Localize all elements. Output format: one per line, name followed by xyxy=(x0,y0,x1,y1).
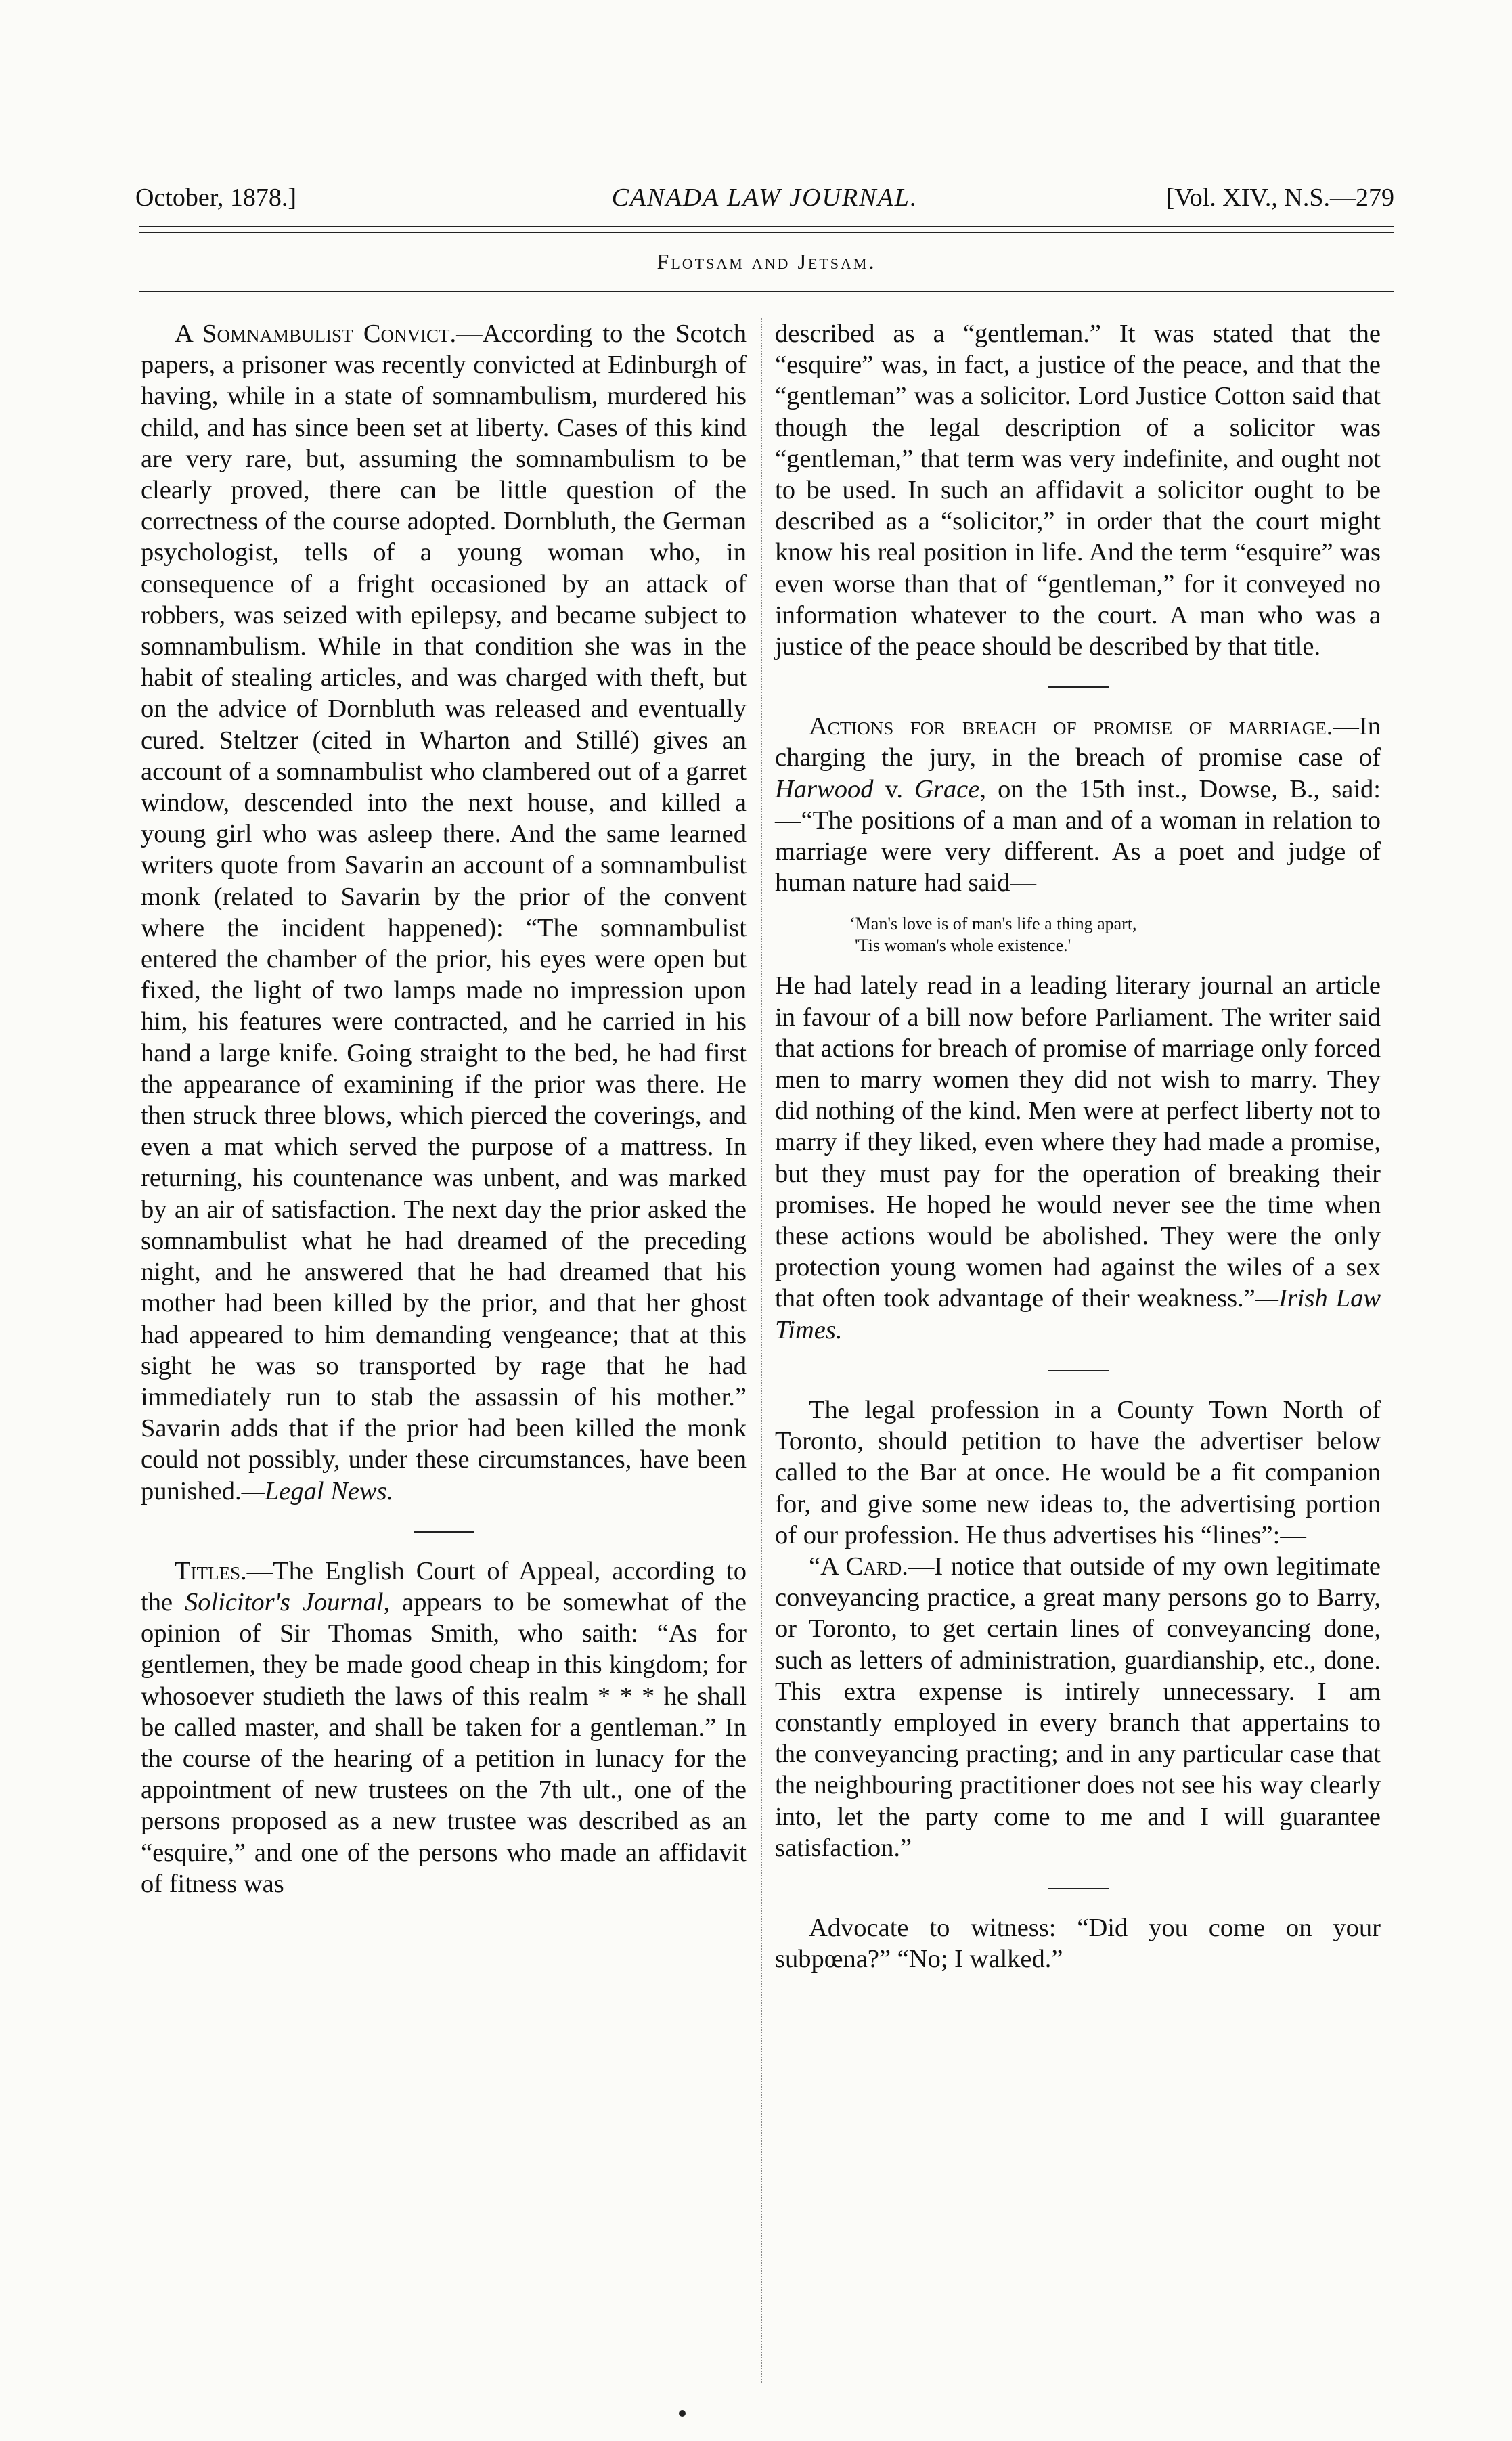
volume-page-number: [Vol. XIV., N.S.—279 xyxy=(1165,183,1394,212)
article-advocate: Advocate to witness: “Did you come on your subpœna?” “No; I walked.” xyxy=(775,1913,1381,1974)
journal-title: CANADA LAW JOURNAL. xyxy=(611,183,918,212)
article-breach-of-promise xyxy=(775,711,1381,898)
issue-date: October, 1878.] xyxy=(135,183,297,212)
poem-line: 'Tis woman's whole existence.' xyxy=(855,936,1071,956)
page-header xyxy=(135,177,1394,218)
section-rule xyxy=(139,291,1394,292)
poem-line: ‘Man's love is of man's life a thing apart, xyxy=(849,914,1137,934)
header-rule-top xyxy=(139,226,1394,227)
article-titles xyxy=(141,1556,747,1899)
article-separator xyxy=(1048,1888,1109,1889)
article-separator xyxy=(1048,1370,1109,1371)
case-name: Harwood xyxy=(775,774,874,804)
article-body-continued xyxy=(775,970,1381,1345)
article-titles-continued: described as a “gentleman.” It was stated that the “esquire” was, in fact, a justice of the peace, and that the “gentleman” was a solicitor. Lord Justice Cotton said that though the legal description of a solicitor was “gentleman,” that term was very indefinite, and ought not to be used. In such an affidavit a solicitor ought to be described as a “solicitor,” in order that the court might know his real position in life. And the term “esquire” was even worse than that of “gentleman,” for it conveyed no information whatever to the court. A man who was a justice of the peace should be described by that title. xyxy=(775,320,1381,661)
right-column xyxy=(775,318,1381,1975)
section-title: Flotsam and Jetsam. xyxy=(657,249,876,273)
article-legal-profession: The legal profession in a County Town North of Toronto, should petition to have the advertiser below called to the Bar at once. He would be a fit companion for, and give some new ideas to, the advertising portion of our profession. He thus advertises his “lines”:— xyxy=(775,1395,1381,1549)
article-body: , appears to be somewhat of the opinion of Sir Thomas Smith, who saith: “As for gentlemen, they be made good cheap in this kingdom; for whosoever studieth the laws of this realm * * * he shall be called master, and shall be taken for a gentleman.” In the course of the hearing of a petition in lunacy for the appointment of new trustees on the 7th ult., one of the persons proposed as a new trustee was described as an “esquire,” and one of the persons who made an affidavit of fitness was xyxy=(141,1587,747,1898)
article-source: —Irish Law Times. xyxy=(775,1284,1381,1344)
header-rule-bottom xyxy=(139,232,1394,233)
article-body: He had lately read in a leading literary journal an article in favour of a bill now before Parliament. The writer said that actions for breach of promise of marriage only forced men to marry women they did not wish to marry. They did nothing of the kind. Men were at perfect liberty not to marry if they liked, even where they had made a promise, but they must pay for the operation of breaking their promises. He hoped he would never see the time when these actions would be abolished. They were the only protection young women had against the wiles of a sex that often took advantage of their weakness.” xyxy=(775,971,1381,1313)
article-heading: A Somnambulist Convict. xyxy=(175,320,457,348)
article-heading: Actions for breach of promise of marriage. xyxy=(809,712,1333,741)
card-heading: “A Card. xyxy=(809,1552,908,1581)
poem-quote xyxy=(849,913,1381,956)
article-heading: Titles. xyxy=(175,1556,247,1585)
article-body: —In charging the jury, in the breach of promise case of xyxy=(775,712,1381,772)
column-divider xyxy=(761,318,762,2383)
article-body: , on the 15th inst., Dowse, B., said:—“The positions of a man and of a woman in relation to marriage were very different. As a poet and judge of human nature had said— xyxy=(775,774,1381,898)
article-separator xyxy=(1048,686,1109,688)
article-card xyxy=(775,1551,1381,1864)
case-name: Grace xyxy=(914,774,980,804)
journal-reference: Solicitor's Journal xyxy=(185,1587,384,1617)
article-body: —The English Court of Appeal, according to the xyxy=(141,1556,747,1617)
left-column xyxy=(141,318,747,1899)
article-somnambulist-convict xyxy=(141,318,747,1507)
case-versus: v. xyxy=(873,774,915,804)
card-body: —I notice that outside of my own legitimate conveyancing practice, a great many persons go to Barry, or Toronto, to get certain lines of conveyancing done, such as letters of administration, guardianship, etc., done. This extra expense is intirely unnecessary. I am constantly employed in every branch that appertains to the conveyancing practing; and in any particular case that the neighbouring practitioner does not see his way clearly into, let the party come to me and I will guarantee satisfaction.” xyxy=(775,1552,1381,1862)
article-source: —Legal News. xyxy=(241,1476,394,1505)
article-separator xyxy=(414,1531,474,1533)
article-body: —According to the Scotch papers, a prisoner was recently convicted at Edinburgh of having, while in a state of somnambulism, murdered his child, and has since been set at liberty. Cases of this kind are very rare, but, assuming the somnambulism to be clearly proved, there can be little question of the correctness of the course adopted. Dornbluth, the German psychologist, tells of a young woman who, in consequence of a fright occasioned by an attack of robbers, was seized with epilepsy, and became subject to somnambulism. While in that condition she was in the habit of stealing articles, and was charged with theft, but on the advice of Dornbluth was released and eventually cured. Steltzer (cited in Wharton and Stillé) gives an account of a somnambulist who clambered out of a garret window, descended into the next house, and killed a young girl who was asleep there. And the same learned writers quote from Savarin an account of a somnambulist monk (related to Savarin by the prior of the convent where the incident happened): “The somnambulist entered the chamber of the prior, his eyes were open but fixed, the light of two lamps made no impression upon him, his features were contracted, and he carried in his hand a large knife. Going straight to the bed, he had first the appearance of examining if the prior was there. He then struck three blows, which pierced the coverings, and even a mat which served the purpose of a mattress. In returning, his countenance was unbent, and was marked by an air of satisfaction. The next day the prior asked the somnambulist what he had dreamed of the preceding night, and he answered that he had dreamed that his mother had been killed by the prior, and that her ghost had appeared to him demanding vengeance; that at this sight he was so transported by rage that he had immediately run to stab the assassin of his mother.” Savarin adds that if the prior had been killed the monk could not possibly, under these circumstances, have been punished. xyxy=(141,320,747,1505)
page-mark xyxy=(679,2410,686,2417)
